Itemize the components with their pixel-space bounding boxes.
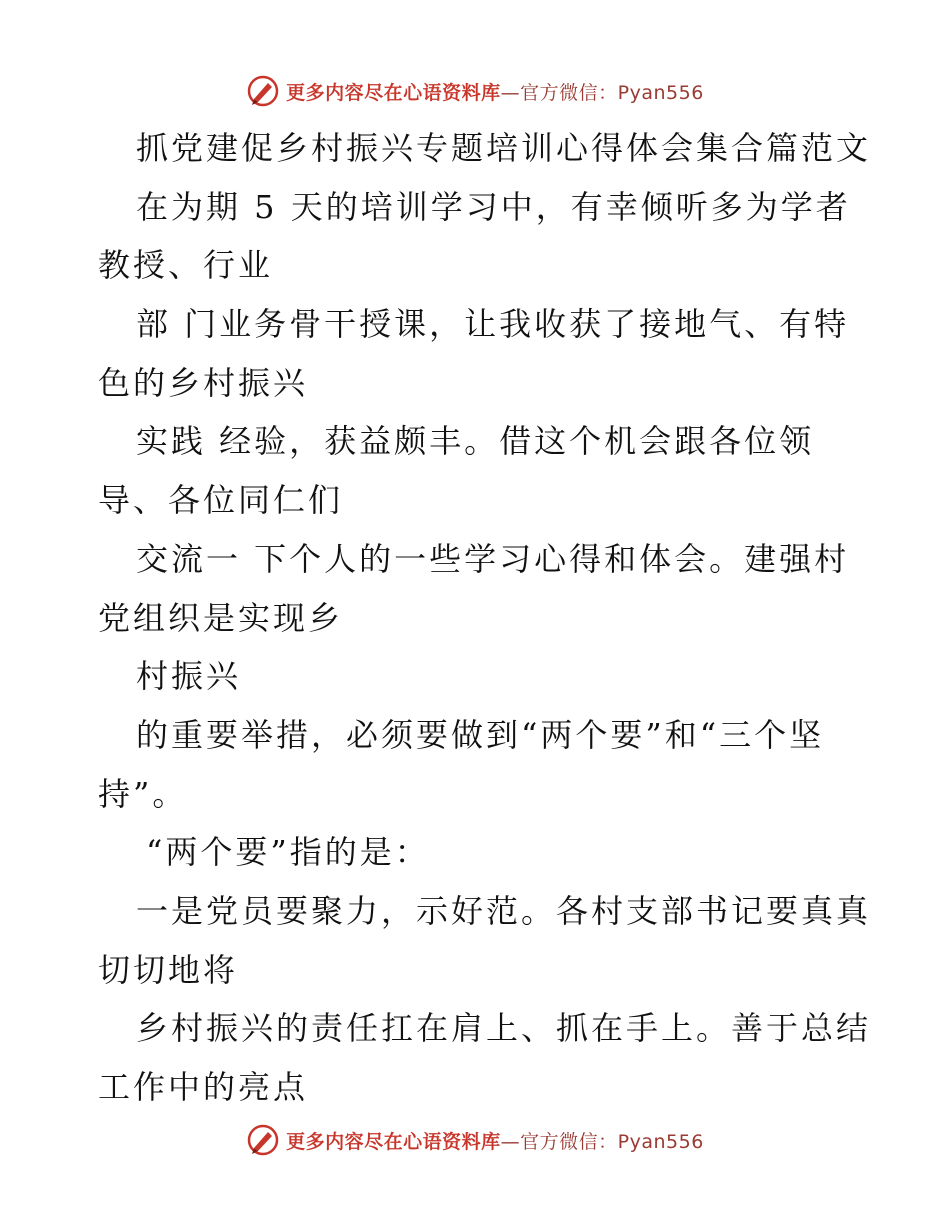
footer-wechat-text: —官方微信：Pyan556	[500, 1130, 704, 1153]
paragraph-line: 一是党员要聚力，示好范。各村支部书记要真真	[136, 891, 872, 930]
paragraph-line: 工作中的亮点	[98, 1068, 309, 1106]
footer-brand-text: 更多内容尽在心语资料库	[286, 1130, 501, 1153]
header-brand-text: 更多内容尽在心语资料库	[286, 81, 501, 104]
paragraph-line: 持”。	[98, 774, 188, 813]
paragraph-line: 党组织是实现乡	[98, 598, 344, 637]
paragraph-line: 色的乡村振兴	[98, 363, 309, 402]
pen-logo-icon	[246, 1123, 280, 1157]
paragraph-line: 实践 经验，获益颇丰。借这个机会跟各位领	[136, 422, 815, 461]
paragraph-line: 教授、行业	[98, 246, 274, 285]
pen-logo-icon	[246, 74, 280, 108]
paragraph-line: “两个要”指的是：	[146, 833, 430, 872]
paragraph-line: 交流一 下个人的一些学习心得和体会。建强村	[136, 539, 850, 578]
document-body	[98, 119, 872, 1117]
paragraph-line: 切切地将	[98, 950, 239, 989]
footer-watermark-banner	[0, 1120, 950, 1160]
paragraph-line: 乡村振兴的责任扛在肩上、抓在手上。善于总结	[136, 1009, 872, 1048]
paragraph-line: 导、各位同仁们	[98, 481, 344, 520]
paragraph-line: 村振兴	[136, 657, 242, 696]
paragraph-line: 部 门业务骨干授课，让我收获了接地气、有特	[136, 305, 850, 344]
paragraph-line: 在为期 5 天的培训学习中，有幸倾听多为学者	[136, 187, 851, 226]
header-wechat-text: —官方微信：Pyan556	[500, 81, 704, 104]
header-banner-text	[286, 78, 704, 105]
footer-banner-text	[286, 1127, 704, 1154]
doc-title: 抓党建促乡村振兴专题培训心得体会集合篇范文	[136, 129, 872, 167]
header-watermark-banner	[0, 71, 950, 111]
paragraph-line: 的重要举措，必须要做到“两个要”和“三个坚	[136, 715, 825, 754]
